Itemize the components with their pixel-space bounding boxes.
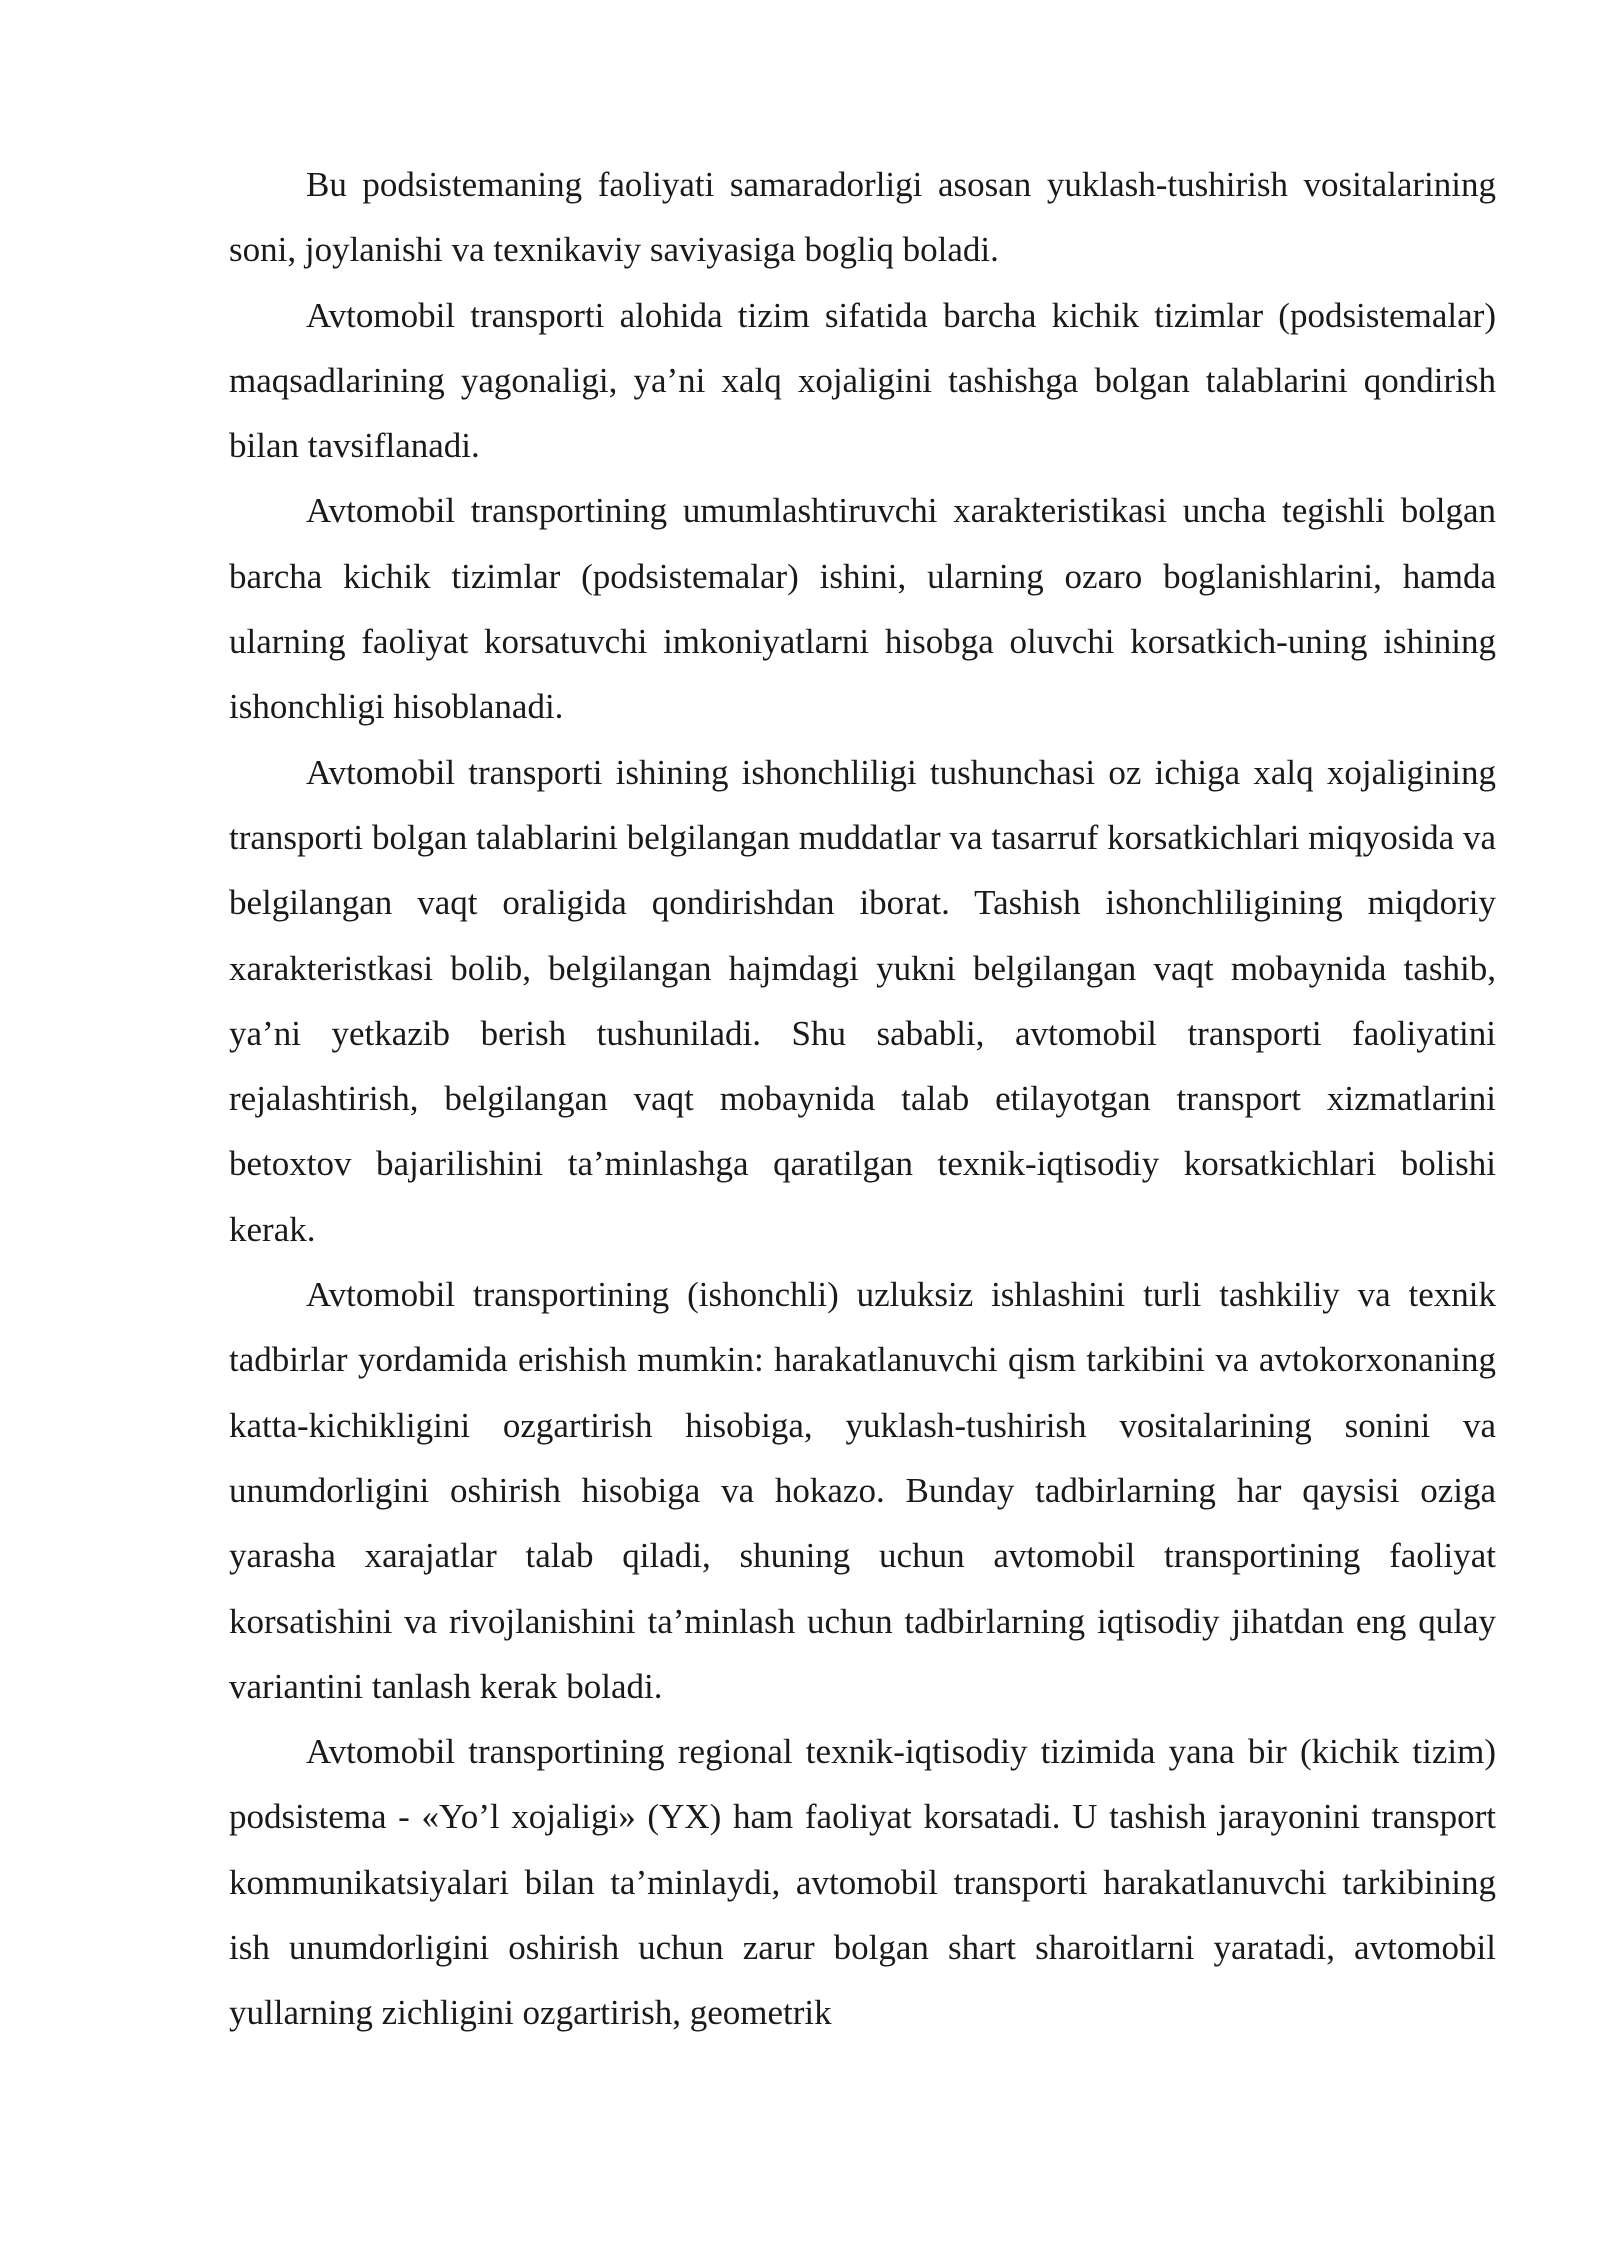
paragraph: Avtomobil transportining regional texnik-iqtisodiy tizimida yana bir (kichik tizim) podsistema - «Yo’l xojaligi» (YX) ham faoliyat korsatadi. U tashish jarayonini transport kommunikatsiyalari bilan ta’minlaydi, avtomobil transporti harakatlanuvchi tarkibining ish unumdorligini oshirish uchun zarur bolgan shart sharoitlarni yaratadi, avtomobil yullarning zichligini ozgartirish, geometrik xyxy=(229,1732,1496,2033)
paragraph: Bu podsistemaning faoliyati samaradorligi asosan yuklash-tushirish vositalarining soni, joylanishi va texnikaviy saviyasiga bogliq boladi. xyxy=(229,165,1496,270)
paragraph: Avtomobil transporti alohida tizim sifatida barcha kichik tizimlar (podsistemalar) maqsadlarining yagonaligi, ya’ni xalq xojaligini tashishga bolgan talablarini qondirish bilan tavsiflanadi. xyxy=(229,295,1496,466)
paragraph: Avtomobil transportining umumlashtiruvchi xarakteristikasi uncha tegishli bolgan barcha kichik tizimlar (podsistemalar) ishini, ularning ozaro boglanishlarini, hamda ularning faoliyat korsatuvchi imkoniyatlarni hisobga oluvchi korsatkich-uning ishining ishonchligi hisoblanadi. xyxy=(229,491,1496,727)
document-page xyxy=(229,152,1496,2046)
paragraph: Avtomobil transportining (ishonchli) uzluksiz ishlashini turli tashkiliy va texnik tadbirlar yordamida erishish mumkin: harakatlanuvchi qism tarkibini va avtokorxonaning katta-kichikligini ozgartirish hisobiga, yuklash-tushirish vositalarining sonini va unumdorligini oshirish hisobiga va hokazo. Bunday tadbirlarning har qaysisi oziga yarasha xarajatlar talab qiladi, shuning uchun avtomobil transportining faoliyat korsatishini va rivojlanishini ta’minlash uchun tadbirlarning iqtisodiy jihatdan eng qulay variantini tanlash kerak boladi. xyxy=(229,1275,1496,1706)
paragraph: Avtomobil transporti ishining ishonchliligi tushunchasi oz ichiga xalq xojaligining transporti bolgan talablarini belgilangan muddatlar va tasarruf korsatkichlari miqyosida va belgilangan vaqt oraligida qondirishdan iborat. Tashish ishonchliligining miqdoriy xarakteristkasi bolib, belgilangan hajmdagi yukni belgilangan vaqt mobaynida tashib, ya’ni yetkazib berish tushuniladi. Shu sababli, avtomobil transporti faoliyatini rejalashtirish, belgilangan vaqt mobaynida talab etilayotgan transport xizmatlarini betoxtov bajarilishini ta’minlashga qaratilgan texnik-iqtisodiy korsatkichlari bolishi kerak. xyxy=(229,752,1496,1249)
